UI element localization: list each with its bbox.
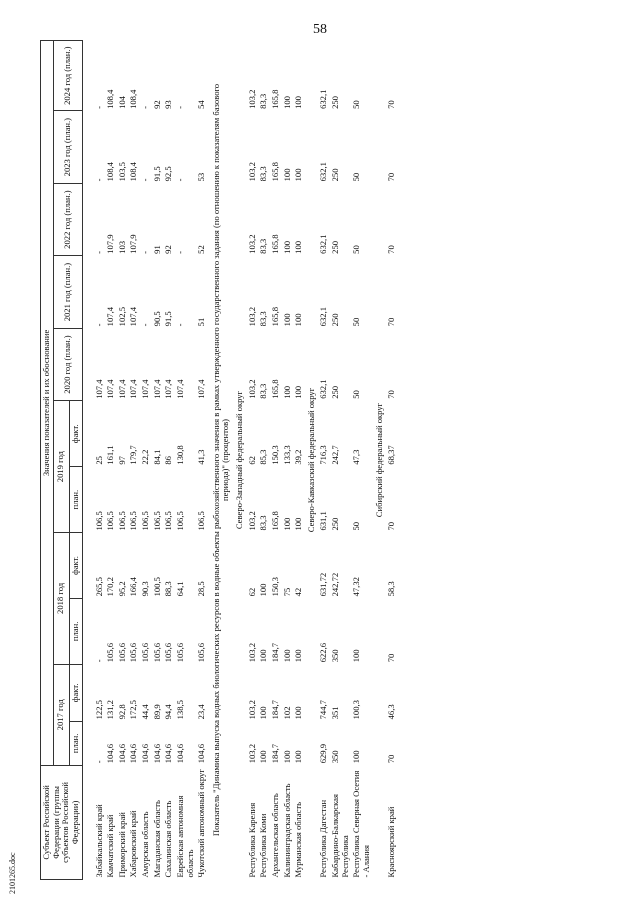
value-cell: - [174,323,185,327]
value-cell: 622,6 [318,642,329,663]
value-cell: 70 [386,317,397,327]
subject-name: Калининградская область [281,783,292,878]
value-cell: 107,9 [128,234,139,254]
value-cell: 250 [330,96,340,109]
subject-name: Магаданская область [151,800,162,878]
value-cell: 107,4 [116,379,127,399]
value-cell: 104,6 [174,743,185,764]
table-row [282,41,294,880]
value-cell: 250 [330,168,340,182]
value-cell: 90,5 [151,311,162,327]
value-cell: 83,3 [258,515,269,531]
value-cell: 184,7 [269,700,280,720]
value-cell: 107,4 [196,379,207,399]
value-cell: 100 [293,517,304,531]
value-cell: 47,32 [351,577,362,597]
value-cell: 104,6 [105,743,116,764]
district-heading-row [233,41,247,880]
value-cell: 52 [196,245,207,254]
value-cell: 108,4 [105,162,116,182]
table-row [293,41,305,880]
table-header [41,41,83,880]
value-cell: 83,3 [258,166,269,182]
value-cell: 250 [330,385,340,399]
value-cell: 105,6 [151,642,162,663]
value-cell: 100 [293,96,304,109]
value-cell: 632,1 [318,162,329,182]
value-cell: 100 [258,750,269,764]
value-cell: 632,1 [318,89,329,109]
value-cell: 632,1 [318,306,329,327]
value-cell: 242,72 [330,572,340,597]
value-cell: 165,8 [269,162,280,182]
value-cell: 22,2 [140,449,150,465]
value-cell: 265,5 [93,577,104,597]
value-cell: 103,2 [246,306,257,327]
value-cell: 107,9 [105,234,116,254]
value-cell: 104,6 [140,743,150,764]
table-row [152,41,164,880]
value-cell: - [93,106,104,109]
value-cell: 28,5 [196,581,207,597]
value-cell: 100 [281,313,292,327]
value-cell: - [93,250,104,254]
value-cell: 105,6 [116,642,127,663]
value-cell: 150,3 [269,577,280,597]
value-cell: 91 [151,245,162,254]
value-cell: 83,3 [258,311,269,327]
fact-header: факт. [69,664,82,721]
value-cell: 107,4 [174,379,185,399]
value-cell: 25 [93,456,104,465]
value-cell: 70 [386,245,397,254]
year-2018-header: 2018 год [53,533,69,665]
value-cell: 184,7 [269,743,280,764]
value-cell: 100 [293,750,304,764]
table-body [82,41,398,880]
value-cell: 106,5 [105,511,116,531]
value-cell: 170,2 [105,577,116,597]
fact-header: факт. [69,401,82,467]
table-row [163,41,175,880]
value-cell: 84,1 [151,449,162,465]
value-cell: 68,37 [386,445,397,465]
value-cell: 103,2 [246,162,257,182]
year-2019-header: 2019 год [53,401,69,533]
value-cell: 103,2 [246,511,257,531]
subject-name: Чукотский автономный округ [196,769,207,878]
year-2023-header: 2023 год (план.) [53,111,82,183]
value-cell: 94,4 [163,704,174,720]
value-cell: 107,4 [151,379,162,399]
value-cell: - [174,250,185,254]
value-cell: - [140,178,150,182]
value-cell: 62 [246,456,257,465]
value-cell: 107,4 [93,379,104,399]
value-cell: 130,8 [174,445,185,465]
value-cell: 631,72 [318,572,329,597]
value-cell: - [140,250,150,254]
value-cell: 632,1 [318,379,329,399]
value-cell: 104,6 [163,743,174,764]
table-row [318,41,330,880]
value-cell: 106,5 [116,511,127,531]
plan-header: план. [69,721,82,765]
value-cell: - [93,760,104,764]
subject-name: Забайкальский край [93,804,104,878]
value-cell: 105,6 [196,642,207,663]
value-cell: 105,6 [105,642,116,663]
value-cell: 100 [351,750,362,764]
value-cell: 107,4 [140,379,150,399]
value-cell: 97 [116,456,127,465]
value-cell: 100 [293,649,304,663]
value-cell: 631,1 [318,511,329,531]
table-row [140,41,152,880]
value-cell: 103 [116,240,127,254]
value-cell: 95,2 [116,581,127,597]
value-cell: 104,6 [116,743,127,764]
plan-header: план. [69,598,82,664]
value-cell: - [93,178,104,182]
value-cell: 122,5 [93,700,104,720]
table-row [247,41,259,880]
value-cell: 50 [351,390,362,399]
value-cell: 100 [293,313,304,327]
value-cell: 50 [351,521,362,531]
spacer-row [82,41,94,880]
value-cell: 179,7 [128,445,139,465]
value-cell: 92,8 [116,704,127,720]
value-cell: 100 [281,385,292,399]
value-cell: 105,6 [140,642,150,663]
value-cell: 70 [386,172,397,182]
value-cell: 107,4 [105,306,116,327]
subject-name: Республика Дагестан [318,799,329,878]
value-cell: 107,4 [128,306,139,327]
value-cell: 105,6 [163,642,174,663]
document-footer: 2101265.doc [8,852,17,894]
subject-name: Камчатский край [105,814,116,878]
year-2020-header: 2020 год (план.) [53,328,82,400]
value-cell: 104,6 [151,743,162,764]
value-cell: 100,5 [151,577,162,597]
value-cell: 165,8 [269,379,280,399]
value-cell: 103,2 [246,379,257,399]
year-2022-header: 2022 год (план.) [53,183,82,255]
value-cell: 50 [351,245,362,254]
value-cell: 91,5 [151,166,162,182]
value-cell: 100 [281,96,292,109]
district-heading-row [373,41,387,880]
value-cell: 90,3 [140,581,150,597]
value-cell: 70 [386,390,397,399]
value-cell: 161,1 [105,445,116,465]
value-cell: 350 [330,649,340,663]
value-cell: 83,3 [258,238,269,254]
value-cell: 91,5 [163,311,174,327]
value-cell: 93 [163,100,174,109]
year-2017-header: 2017 год [53,664,69,765]
value-cell: 103,2 [246,743,257,764]
value-cell: 88,3 [163,581,174,597]
subject-name: Сахалинская область [163,800,174,878]
subject-name: Архангельская область [269,793,280,878]
value-cell: 165,8 [269,89,280,109]
value-cell: 100 [293,706,304,720]
table-row [270,41,282,880]
table-row [351,41,372,880]
subject-name: Республика Коми [258,813,269,878]
value-cell: 102 [281,706,292,720]
subject-name: Мурманская область [293,801,304,878]
value-cell: 100 [293,385,304,399]
value-cell: 108,4 [128,89,139,109]
value-cell: 51 [196,317,207,327]
value-cell: 716,3 [318,445,329,465]
value-cell: 47,3 [351,449,362,465]
value-cell: 250 [330,517,340,531]
value-cell: 632,1 [318,234,329,254]
district-heading: Сибирский федеральный округ [373,402,384,518]
value-cell: 108,4 [105,89,116,109]
value-cell: 104 [116,96,127,109]
value-cell: 100 [293,168,304,182]
year-2024-header: 2024 год (план.) [53,41,82,111]
subject-name: Амурская область [140,811,150,878]
value-cell: 106,5 [140,511,150,531]
value-cell: 23,4 [196,704,207,720]
value-cell: 165,8 [269,306,280,327]
value-cell: 100 [258,649,269,663]
value-cell: 75 [281,587,292,597]
value-cell: 351 [330,706,340,720]
value-cell: 138,5 [174,700,185,720]
value-cell: 105,6 [128,642,139,663]
value-cell: 103,2 [246,700,257,720]
value-cell: 242,7 [330,445,340,465]
value-cell: 172,5 [128,700,139,720]
value-cell: 184,7 [269,642,280,663]
value-cell: 250 [330,240,340,254]
table-row [175,41,196,880]
value-cell: 103,2 [246,89,257,109]
value-cell: 106,5 [93,511,104,531]
value-cell: 103,2 [246,642,257,663]
value-cell: 92 [163,245,174,254]
value-cell: 39,2 [293,449,304,465]
value-cell: 100 [281,168,292,182]
value-cell: 58,3 [386,581,397,597]
value-cell: - [93,659,104,663]
value-cell: 50 [351,100,362,109]
subject-column-header: Субъект Российской Федерации (группы субъектов Российской Федерации) [41,765,83,879]
value-cell: 150,3 [269,445,280,465]
value-cell: 104,6 [196,743,207,764]
value-cell: 41,3 [196,449,207,465]
value-cell: 100 [351,649,362,663]
value-cell: 50 [351,317,362,327]
values-column-header: Значения показателей и их обоснование [41,41,54,766]
value-cell: 83,3 [258,93,269,109]
value-cell: 42 [293,587,304,597]
value-cell: 100 [258,583,269,597]
district-heading: Северо-Западный федеральный округ [234,390,244,530]
table-row [128,41,140,880]
value-cell: 46,3 [386,704,397,720]
value-cell: 107,4 [163,379,174,399]
value-cell: 133,3 [281,445,292,465]
table-row [258,41,270,880]
table-row [196,41,208,880]
district-heading: Северо-Кавказский федеральный округ [305,387,316,533]
value-cell: 70 [386,754,397,764]
value-cell: 103,2 [246,234,257,254]
table-row [117,41,129,880]
value-cell: 106,5 [151,511,162,531]
value-cell: 102,5 [116,306,127,327]
value-cell: 103,5 [116,162,127,182]
value-cell: 83,3 [258,383,269,399]
plan-header: план. [69,467,82,533]
value-cell: - [93,323,104,327]
value-cell: 86 [163,456,174,465]
value-cell: 106,5 [174,511,185,531]
subject-name: Кабардино-Балкарская Республика [330,794,350,878]
value-cell: 100 [293,240,304,254]
value-cell: 105,6 [174,642,185,663]
value-cell: 70 [386,521,397,531]
value-cell: 350 [330,750,340,764]
value-cell: - [174,106,185,109]
table-row [386,41,398,880]
value-cell: 62 [246,587,257,597]
value-cell: 106,5 [196,511,207,531]
value-cell: 131,2 [105,700,116,720]
value-cell: 70 [386,100,397,109]
value-cell: 44,4 [140,704,150,720]
rotated-table-container [40,40,630,880]
value-cell: 106,5 [128,511,139,531]
value-cell: 107,4 [128,379,139,399]
value-cell: 64,1 [174,581,185,597]
value-cell: 85,3 [258,449,269,465]
value-cell: 92 [151,100,162,109]
value-cell: - [174,178,185,182]
fact-header: факт. [69,533,82,599]
subject-name: Еврейская автономная область [174,795,195,878]
year-2021-header: 2021 год (план.) [53,256,82,328]
subject-name: Приморский край [116,812,127,878]
table-row [105,41,117,880]
district-heading-row [305,41,319,880]
value-cell: 744,7 [318,700,329,720]
value-cell: 89,9 [151,704,162,720]
subject-name: Красноярский край [386,806,397,878]
value-cell: 100 [281,649,292,663]
value-cell: 629,9 [318,743,329,764]
value-cell: 104,6 [128,743,139,764]
indicator-heading: Показатель "Динамика выпуска водных биологических ресурсов в водные объекты рыбохозяйственного значения в рамках утвержденного государственного задания (по отношению к показателям базового периода)" (процентов) [210,83,231,837]
table-row [330,41,351,880]
value-cell: 108,4 [128,162,139,182]
table-row [94,41,106,880]
value-cell: - [140,106,150,109]
value-cell: 106,5 [163,511,174,531]
value-cell: 100,3 [351,700,362,720]
value-cell: 250 [330,313,340,327]
value-cell: - [140,323,150,327]
value-cell: 165,8 [269,511,280,531]
value-cell: 54 [196,100,207,109]
value-cell: 166,4 [128,577,139,597]
page-number: 58 [313,22,327,37]
value-cell: 100 [281,240,292,254]
value-cell: 107,4 [105,379,116,399]
value-cell: 100 [281,750,292,764]
subject-name: Республика Северная Осетия - Алания [351,770,371,878]
indicator-heading-row [208,41,233,880]
value-cell: 50 [351,172,362,182]
value-cell: 92,5 [163,166,174,182]
value-cell: 70 [386,653,397,663]
indicators-table [40,40,398,880]
value-cell: 165,8 [269,234,280,254]
value-cell: 53 [196,172,207,182]
value-cell: 100 [281,517,292,531]
subject-name: Республика Карелия [246,802,257,878]
value-cell: 100 [258,706,269,720]
subject-name: Хабаровский край [128,810,139,878]
